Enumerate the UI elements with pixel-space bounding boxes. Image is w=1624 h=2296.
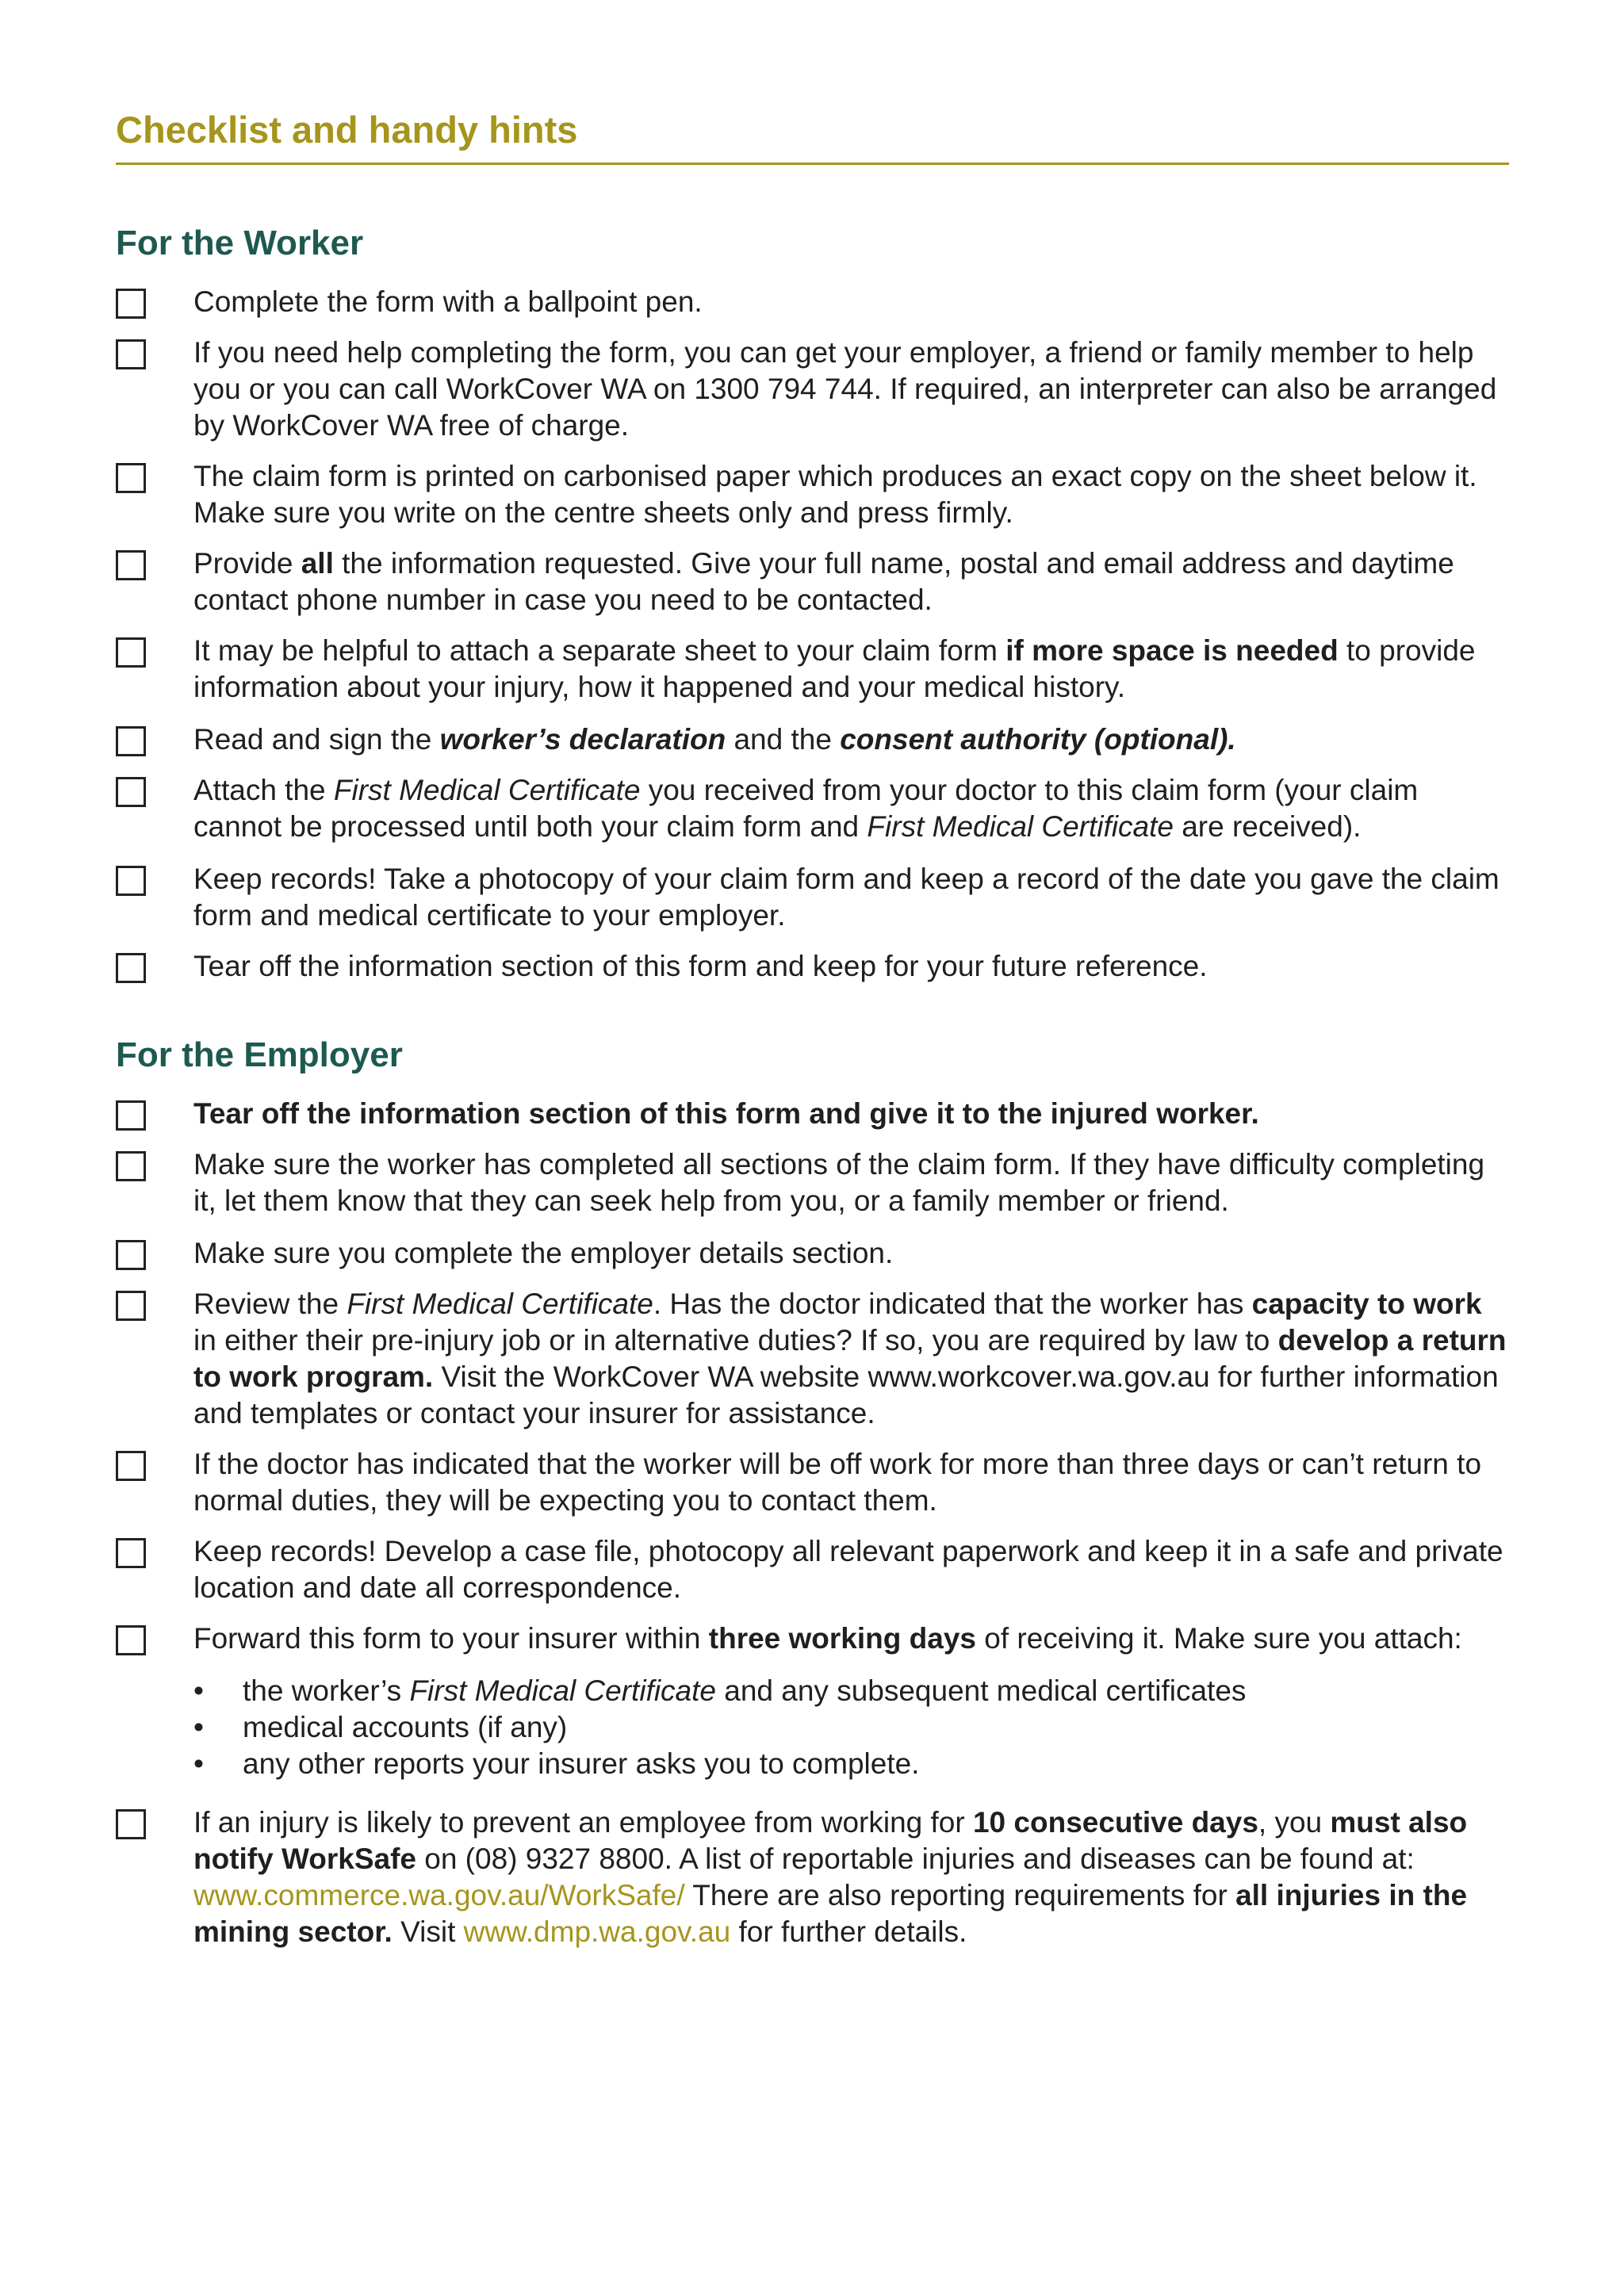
- item-text: Tear off the information section of this form and keep for your future reference.: [193, 950, 1208, 982]
- checkbox[interactable]: [116, 550, 146, 580]
- worksafe-link[interactable]: www.commerce.wa.gov.au/WorkSafe/: [193, 1879, 685, 1911]
- item-text: Review the First Medical Certificate. Has the doctor indicated that the worker has capacity to work in either their pre-injury job or in alternative duties? If so, you are required by law to develop a return to work program. Visit the WorkCover WA website www.workcover.wa.gov.au for further information and templates or contact your insurer for assistance.: [193, 1288, 1507, 1429]
- item-text: Make sure the worker has completed all sections of the claim form. If they have difficulty completing it, let them know that they can seek help from you, or a family member or friend.: [193, 1148, 1485, 1217]
- worker-section-heading: For the Worker: [116, 224, 364, 262]
- item-text: Keep records! Develop a case file, photocopy all relevant paperwork and keep it in a safe and private location and date all correspondence.: [193, 1535, 1503, 1604]
- item-text: Keep records! Take a photocopy of your claim form and keep a record of the date you gave the claim form and medical certificate to your employer.: [193, 863, 1500, 932]
- employer-section-heading: For the Employer: [116, 1035, 403, 1074]
- item-text: Read and sign the worker’s declaration and the consent authority (optional).: [193, 723, 1236, 756]
- item-text: Provide all the information requested. Give your full name, postal and email address and daytime contact phone number in case you need to be contacted.: [193, 547, 1454, 616]
- checkbox[interactable]: [116, 339, 146, 369]
- checkbox[interactable]: [116, 1151, 146, 1181]
- checkbox[interactable]: [116, 777, 146, 807]
- list-item-text: the worker’s First Medical Certificate and any subsequent medical certificates: [243, 1674, 1247, 1707]
- checkbox[interactable]: [116, 1538, 146, 1568]
- checkbox[interactable]: [116, 1240, 146, 1270]
- title-divider: [116, 163, 1509, 165]
- checkbox[interactable]: [116, 637, 146, 668]
- checkbox[interactable]: [116, 463, 146, 493]
- item-text: Complete the form with a ballpoint pen.: [193, 285, 703, 318]
- checkbox[interactable]: [116, 953, 146, 983]
- checkbox[interactable]: [116, 1809, 146, 1839]
- item-text: Attach the First Medical Certificate you received from your doctor to this claim form (your claim cannot be processed until both your claim form and First Medical Certificate are received).: [193, 774, 1419, 843]
- list-item-text: medical accounts (if any): [243, 1711, 568, 1743]
- item-text: Tear off the information section of this form and give it to the injured worker.: [193, 1097, 1259, 1130]
- page-title: Checklist and handy hints: [116, 109, 578, 151]
- checkbox[interactable]: [116, 1625, 146, 1655]
- checkbox[interactable]: [116, 1451, 146, 1481]
- item-text: If the doctor has indicated that the worker will be off work for more than three days or can’t return to normal duties, they will be expecting you to contact them.: [193, 1448, 1482, 1517]
- dmp-link[interactable]: www.dmp.wa.gov.au: [463, 1915, 731, 1948]
- bullet-icon: •: [193, 1747, 204, 1780]
- bullet-icon: •: [193, 1711, 204, 1743]
- item-text: If an injury is likely to prevent an employee from working for 10 consecutive days, you must also notify WorkSafe on (08) 9327 8800. A list of reportable injuries and diseases can be found at: www.commerce.wa.gov.au/WorkSafe/ There are also reporting requirements for all injuries in the mining sector. Visit www.dmp.wa.gov.au for further details.: [193, 1806, 1468, 1948]
- checkbox[interactable]: [116, 289, 146, 319]
- bullet-icon: •: [193, 1674, 204, 1707]
- item-text: Make sure you complete the employer details section.: [193, 1237, 894, 1269]
- checkbox[interactable]: [116, 726, 146, 756]
- item-text: If you need help completing the form, you can get your employer, a friend or family member to help you or you can call WorkCover WA on 1300 794 744. If required, an interpreter can also be arranged by WorkCover WA free of charge.: [193, 336, 1497, 442]
- item-text: The claim form is printed on carbonised paper which produces an exact copy on the sheet below it. Make sure you write on the centre sheets only and press firmly.: [193, 460, 1477, 529]
- checkbox[interactable]: [116, 1291, 146, 1321]
- list-item-text: any other reports your insurer asks you to complete.: [243, 1747, 920, 1780]
- checkbox[interactable]: [116, 866, 146, 896]
- item-text: It may be helpful to attach a separate sheet to your claim form if more space is needed to provide information about your injury, how it happened and your medical history.: [193, 634, 1476, 703]
- checkbox[interactable]: [116, 1100, 146, 1131]
- item-text: Forward this form to your insurer within three working days of receiving it. Make sure you attach:: [193, 1622, 1462, 1655]
